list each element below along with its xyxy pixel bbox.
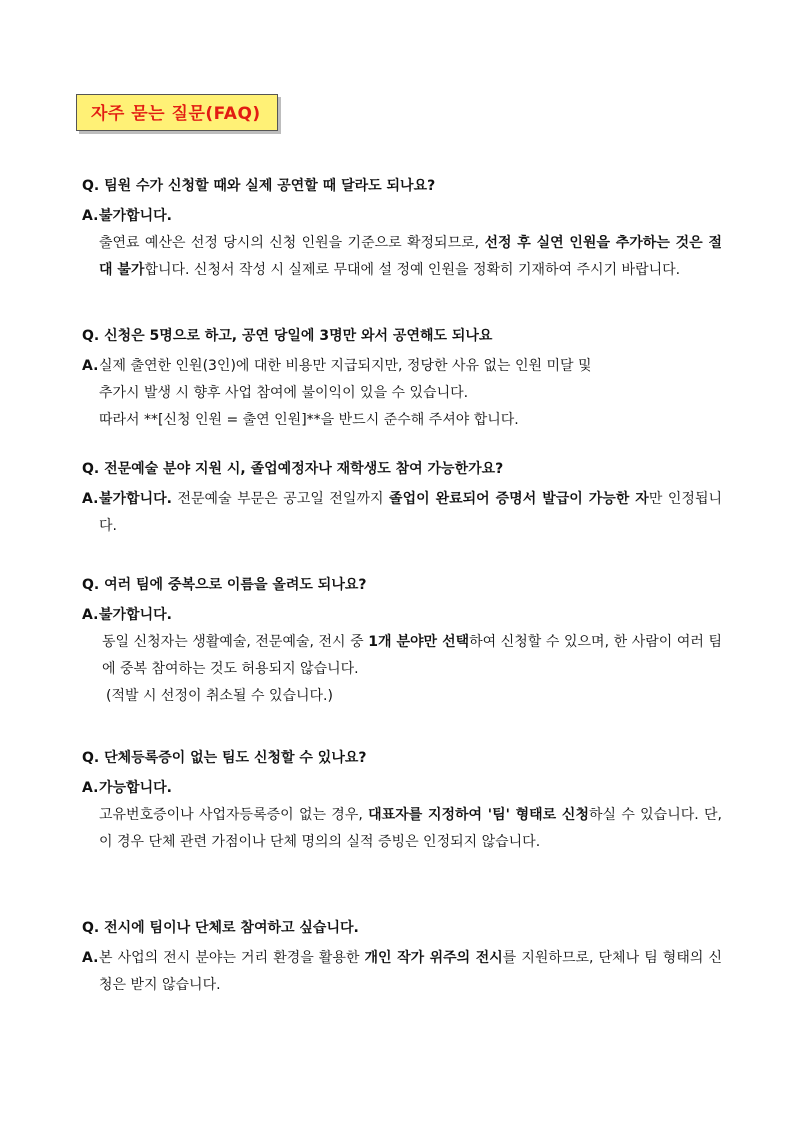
answer-emphasis: 선정 후 실연 인원을 추가하는 것은 절대 불가 — [99, 235, 722, 278]
faq-item-6 — [82, 915, 722, 999]
answer-body: 동일 신청자는 생활예술, 전문예술, 전시 중 1개 분야만 선택하여 신청할 수 있으며, 한 사람이 여러 팀에 중복 참여하는 것도 허용되지 않습니다. — [102, 634, 722, 677]
faq-item-1 — [82, 173, 722, 284]
faq-item-5 — [82, 745, 722, 856]
answer-emphasis: 대표자를 지정하여 '팀' 형태로 신청 — [368, 807, 589, 823]
answer-line: 실제 출연한 인원(3인)에 대한 비용만 지급되지만, 정당한 사유 없는 인원 미달 및 — [99, 358, 592, 374]
answer-prefix: A. — [82, 358, 99, 374]
faq-title-box — [76, 94, 278, 131]
answer-prefix: A. — [82, 491, 99, 507]
answer-body: 본 사업의 전시 분야는 거리 환경을 활용한 개인 작가 위주의 전시를 지원하므로, 단체나 팀 형태의 신청은 받지 않습니다. — [99, 950, 722, 993]
answer-note: (적발 시 선정이 취소될 수 있습니다.) — [106, 688, 333, 704]
answer-line: 따라서 **[신청 인원 = 출연 인원]**을 반드시 준수해 주셔야 합니다. — [99, 412, 519, 428]
answer-emphasis: 개인 작가 위주의 전시 — [364, 950, 503, 966]
answer-prefix: A. — [82, 208, 99, 224]
faq-question: Q. 단체등록증이 없는 팀도 신청할 수 있나요? — [82, 750, 367, 766]
page-title: 자주 묻는 질문(FAQ) — [91, 104, 261, 124]
answer-prefix: A. — [82, 780, 99, 796]
answer-body: 고유번호증이나 사업자등록증이 없는 경우, 대표자를 지정하여 '팀' 형태로 신청하실 수 있습니다. 단, 이 경우 단체 관련 가점이나 단체 명의의 실적 증빙은 인정되지 않습니다. — [99, 807, 722, 850]
answer-head: 불가합니다. — [99, 208, 172, 224]
faq-question: Q. 전문예술 분야 지원 시, 졸업예정자나 재학생도 참여 가능한가요? — [82, 461, 504, 477]
answer-emphasis: 졸업이 완료되어 증명서 발급이 가능한 자 — [389, 491, 649, 507]
answer-body: 불가합니다. 전문예술 부문은 공고일 전일까지 졸업이 완료되어 증명서 발급이 가능한 자만 인정됩니다. — [99, 491, 722, 534]
answer-prefix: A. — [82, 607, 99, 623]
faq-question: Q. 여러 팀에 중복으로 이름을 올려도 되나요? — [82, 577, 367, 593]
answer-head: 가능합니다. — [99, 780, 172, 796]
answer-head: 불가합니다. — [99, 491, 172, 507]
faq-question: Q. 전시에 팀이나 단체로 참여하고 싶습니다. — [82, 920, 359, 936]
answer-emphasis: 1개 분야만 선택 — [368, 634, 470, 650]
faq-question: Q. 팀원 수가 신청할 때와 실제 공연할 때 달라도 되나요? — [82, 178, 436, 194]
answer-body: 출연료 예산은 선정 당시의 신청 인원을 기준으로 확정되므로, 선정 후 실연 인원을 추가하는 것은 절대 불가합니다. 신청서 작성 시 실제로 무대에 설 정예 인원을 정확히 기재하여 주시기 바랍니다. — [99, 235, 722, 278]
answer-line: 추가시 발생 시 향후 사업 참여에 불이익이 있을 수 있습니다. — [99, 385, 469, 401]
faq-item-4 — [82, 572, 722, 710]
faq-question: Q. 신청은 5명으로 하고, 공연 당일에 3명만 와서 공연해도 되나요 — [82, 328, 493, 344]
answer-head: 불가합니다. — [99, 607, 172, 623]
answer-prefix: A. — [82, 950, 99, 966]
faq-item-3 — [82, 456, 722, 540]
faq-item-2 — [82, 323, 722, 434]
